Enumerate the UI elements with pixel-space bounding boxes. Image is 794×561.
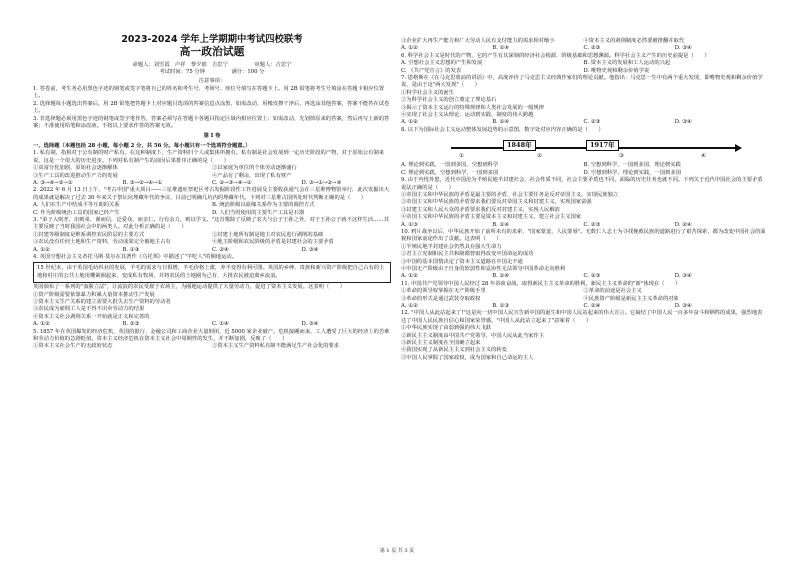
option: ②资本主义生产资料私有制不能满足生产社会化的要求: [212, 343, 340, 350]
right-column: [401, 38, 766, 362]
option: ⑤中国人民掌握了国家政权，成为国家和自己命运的主人: [401, 354, 534, 361]
timeline-arrow-icon: [735, 144, 742, 152]
option: ③中国的基本国情决定了资本主义道路在中国走不通: [401, 258, 523, 265]
question-10-stem: 10. 鸦片战争以后，中华民族开始了前所未有的求索，"国家蒙羞，人民蒙辱"。无数仁人志士为寻找挽救民族的道路进行了艰苦探索，都为改变中国社会的面貌和国家前途作出了贡献。这表明（ ）: [401, 228, 766, 243]
choice: C. ②③: [583, 45, 601, 52]
option: ①革命的领导权掌握在无产阶级手里: [401, 288, 486, 295]
question-4-stem: 4. 英国空想社会主义者托马斯·莫尔在其著作《乌托邦》中描述了"羊吃人"的圈地运动。: [33, 253, 237, 260]
choice: D. ③④: [301, 321, 319, 328]
question-9-stem: 9. 由于内忧外患，近代中国沦为半殖民地半封建社会，社会性质不同，社会主要矛盾也不同，面临的历史任务也就不同。下列关于近代中国社会的主要矛盾说法正确的是（ ）: [401, 177, 763, 191]
option: ③革命的形式是通过武装夺取政权: [401, 295, 481, 302]
question-5-options: [33, 343, 391, 350]
option: ②以家庭为单位的个体劳动逐渐盛行: [212, 165, 297, 172]
notice-item: 3. 非选择题必须用黑色字迹的钢笔或签字笔作答，答案必须写在答题卡各题目指定区域内相应位置上；如需改动，先划掉原来的答案，然后再写上新的答案；不准使用铅笔和涂改液。不按以上要求作答的答案无效。: [33, 115, 390, 130]
choice: A. ③→④→②→①: [33, 179, 73, 186]
exam-title: 2023-2024 学年上学期期中考试四校联考: [121, 34, 303, 45]
question-6-options: [401, 60, 766, 75]
option: C. 作为阶级统治工具的国家已经产生: [33, 209, 120, 216]
choice: B. ①④: [492, 221, 510, 228]
option: ②为科学社会主义的创立奠定了理论基石: [401, 97, 497, 104]
question-4-choices: [33, 321, 391, 328]
option: ②封建土地所有制是地主对农民进行剥削的基础: [212, 231, 324, 238]
option: ④我国实现了从新民主主义到社会主义的转变: [401, 347, 507, 354]
question-12-stem: 12. "中国人从此站起来了!"这是向一切中国人民宣告新中国的诞生和中国人民站起来的伟大宣言。它凝结了中国人民一百多年奋斗和牺牲的成果，强烈地表达了中国人民民族自信心和国家荣誉感。"中国人从此站立起来了"意味着（ ）: [401, 310, 763, 324]
choice: D. ②④: [674, 221, 692, 228]
choice: B. ①④: [492, 45, 510, 52]
option: ①贫富分化加剧，原始社会逐渐解体: [33, 165, 118, 172]
question-8-stem: 8. 以下为国际社会主义运动整体发展趋势的示意图，数字处对应内容正确的是（ ）: [401, 126, 604, 133]
option: ③封建主义和人民大众的矛盾要求我们反对封建主义，实现人民解放: [401, 206, 560, 213]
question-12-options: [401, 325, 766, 362]
option: ②新民主主义制度由中国共产党领导，中国人民从此当家作主: [401, 332, 545, 339]
choice: A. ①③: [401, 221, 418, 228]
choice: A. ①②: [33, 246, 50, 253]
timeline-year-1848: 1848年: [503, 140, 536, 151]
option: ①科学社会主义的诞生: [401, 89, 454, 96]
option: ②君主立宪制和民主共和制都曾取得改变中国命运的成功: [401, 251, 534, 258]
question-4-stem-continued: 英国颁布了一系列的"血腥立法"，让流浪的农民受雇于农场主，为圈地运动提供了大量劳动力，促进了资本主义发展。这表明（ ）: [33, 284, 346, 291]
timeline-label: ④: [701, 153, 706, 160]
timeline-diagram: [401, 135, 766, 161]
volume-title: 第 Ⅰ 卷: [203, 133, 221, 140]
timeline-year-1917: 1917年: [586, 140, 619, 151]
question-9-choices: [401, 222, 766, 229]
exam-subtitle: 高一政治试题: [179, 45, 245, 59]
option: ③揭示了资本主义运行的特殊规律和人类社会发展的一般规律: [401, 104, 545, 111]
option: C. 理论到实践，空想到科学，一国到多国: [401, 169, 499, 176]
choice: C. ②③: [583, 221, 601, 228]
option: ①帝国主义和中华民族的矛盾是最主要的矛盾，社会主要任务是反对帝国主义，实现民族独立: [401, 191, 619, 198]
choice: D. ③→①→②→④: [301, 179, 342, 186]
timeline-label: ①: [459, 153, 464, 160]
choice: A. ①②: [33, 321, 50, 328]
option: A. 空想社会主义思想的产生和发展: [401, 60, 483, 67]
option: ③农民没有任何土地和生产资料，劳动成果完全被地主占有: [33, 239, 171, 246]
choice: C. ②④: [212, 246, 229, 253]
question-7-options: [401, 90, 766, 120]
choice: D. ③④: [674, 45, 692, 52]
choice: D. ③④: [674, 273, 692, 280]
question-4-quote-box: 15 世纪末，由于英国毛纺织业的发展，羊毛的需求与日俱增，羊毛价格上涨，养羊变得有利可图。英国的乡绅、贵族和新兴资产阶级把自己占有的土地和村庄的公共土地用栅篱圈起来，变成私有牧场，并将农民的土地圈为己有，大批农民被迫离乡流浪。: [33, 262, 391, 283]
question-5-stem: 5. 1857 年在英国爆发的经济危机，英国的银行、金融公司和工商企业大量倒闭，近 5000 家企业破产。危机接踵而来，工人遭受了巨大的经济上的苦难和劳动力价值的急剧贬值。资本主义经济危机在资本主义社会中周期性的发生，并不断加剧，反映了（ ）: [33, 328, 390, 343]
option: D. 唯物史观和剩余价值学说: [583, 67, 650, 74]
question-7-choices: [401, 119, 766, 126]
question-5-options-continued: [401, 38, 766, 45]
section-heading: 一、选择题（本题包括 28 小题，每小题 2 分，共 56 分。每小题只有一个选项符合题意。）: [33, 142, 251, 149]
choice: A. ①②: [401, 119, 418, 126]
option: ③生产工具的改进推动生产力的发展: [33, 172, 118, 179]
question-1-options: [33, 165, 391, 180]
option: B. 空想到科学，一国到多国，理论到实践: [583, 162, 681, 169]
question-9-options: [401, 192, 766, 222]
choice: C. ②→③→④→①: [212, 179, 252, 186]
question-5-choices: [401, 45, 766, 52]
choice: D. ③④: [301, 246, 319, 253]
question-11-stem: 11. 中国共产党领导中国人民经过 28 年浴血奋战，取得新民主主义革命的胜利，新民主主义革命的"新"体现在（ ）: [401, 280, 681, 287]
option: ②帝国主义和中华民族的矛盾要求我们要反对帝国主义和封建主义，实现国家富强: [401, 199, 592, 206]
option: ②资本主义生产关系的建立需要大批失去生产资料的劳动者: [33, 299, 171, 305]
option: ④帝国主义和中华民族的矛盾主要是资本主义和封建主义，建立社会主义国家: [401, 214, 582, 221]
option: ③企业扩大再生产能力和广大劳动人民有支付能力的需求相对缩小: [401, 38, 555, 44]
option: ④产品有了剩余，出现了私有财产: [212, 172, 292, 179]
choice: C. ②③: [583, 119, 601, 126]
option: ①中华民族实现了由弱到强的伟大飞跃: [401, 325, 492, 332]
choice: D. ③④: [674, 119, 692, 126]
choice: B. ①③: [492, 303, 510, 309]
option: ④地主阶级和农民阶级的矛盾是封建社会的主要矛盾: [212, 239, 334, 246]
question-1-stem: 1. 私有制，指相对于公有制的财产私有。在这种制度下，生产资料归个人或集体所拥有。私有制是社会发展到一定历史阶段的产物，对于原始公有制来说，这是一个很大的历史进步。下列对私有制产生的前因后果排序正确的是（ ）: [33, 150, 385, 164]
option: ①资产阶级需要依靠暴力积累大量资本推动生产发展: [33, 291, 155, 298]
option: ④实现了社会主义从理论、运动到实践、制度的伟大跨越: [401, 112, 534, 119]
option: ④中国无产阶级由于自身的软弱性和妥协性无法领导中国革命走向胜利: [401, 265, 566, 272]
exam-authors: 命题人：刘雪霞 卢祥 黎夕娟 吉思宁 审题人：吉思宁: [132, 61, 292, 68]
question-4-options: [33, 292, 391, 322]
option: A. 理论到实践，一国到多国，空想到科学: [401, 162, 499, 169]
choice: B. ③→②→④→①: [122, 179, 163, 186]
question-2-options: [33, 202, 391, 217]
option: ④民族资产阶级是新民主主义革命的对象: [583, 295, 679, 302]
option: C. 《共产党宣言》的发表: [401, 67, 462, 74]
option: D. 空想到科学，理论到实践，一国到多国: [583, 169, 681, 176]
left-column: [33, 36, 391, 351]
timeline-label: ③: [619, 153, 624, 160]
option: ④资本主义的剥削制度必然要被推翻并取代: [583, 38, 685, 44]
choice: C. ②④: [583, 303, 601, 309]
exam-time: 考试时间：75 分钟 满分：100 分: [159, 69, 265, 76]
choice: D. ③④: [674, 303, 692, 309]
choice: A. ①②: [401, 45, 418, 52]
option: D. 人们当时使用的主要生产工具是石器: [212, 209, 305, 216]
question-8-options: [401, 162, 766, 177]
question-6-stem: 6. 科学社会主义是时代的产物，它的产生有其深刻的经济社会根源、阶级基础和思想渊源。科学社会主义产生的历史前提是（ ）: [401, 52, 710, 59]
question-3-choices: [33, 247, 391, 254]
option: B. 统治阶级以血缘关系作为主要的调控方式: [212, 202, 315, 209]
question-3-options: [33, 232, 391, 247]
question-7-stem: 7. 恩格斯在《在马克思墓前的讲话》中，高度评价了马克思主义经典作家们的理论贡献。他指出：马克思一生中有两个重大发现，即唯物史观和剩余价值学说，是由于这"两大发现"（ ）: [401, 75, 763, 89]
choice: C. ①④: [212, 321, 229, 328]
choice: B. ①④: [492, 273, 510, 280]
page-footer: 第 1 页 共 3 页: [379, 548, 415, 554]
timeline-label: ②: [537, 153, 542, 160]
choice: C. ②③: [583, 273, 601, 280]
option: ④资本主义社会剥削关系一开始就是正义和完善的: [33, 313, 150, 320]
question-10-options: [401, 244, 766, 274]
choice: B. ②③: [122, 321, 140, 328]
choice: B. ①④: [492, 119, 510, 126]
question-2-stem: 2. 2022 年 6 月 13 日上午，"考古中国"重大项目——三星堆遗址祭祀区考古发掘阶段性工作进展及主要收获通气会在三星堆博物馆举行，此次发掘出大的成果就是解决了过去 30 年来关于祭坛坑埋藏年代的争议，目前已明确几坑内的埋藏年代。下列对三星堆古国所处时代判断正确的是（ ）: [33, 187, 390, 201]
choice: A. ①②: [401, 303, 418, 309]
choice: B. ①③: [122, 246, 140, 253]
notice-item: 2. 选择题每小题选出答案后，用 2B 铅笔把答题卡上对应题目选项的答案信息点涂黑，如需改动，用橡皮擦干净后，再选涂其他答案，答案不能答在试卷上。: [33, 100, 390, 115]
option: ①资本主义社会生产的无政府状态: [33, 343, 113, 350]
question-11-options: [401, 288, 766, 303]
choice: A. ①②: [401, 273, 418, 280]
option: ①半殖民地半封建社会仍然具有强大生命力: [401, 243, 502, 250]
notice-item: 1. 答卷前，考生务必用黑色字迹的钢笔或签字笔将自己的姓名和考生号、考场号、座位号填写在答题卡上。用 2B 铅笔将考生号填涂在答题卡相应位置上。: [33, 86, 385, 100]
option: A. 人们在生产中结成平等互助的关系: [33, 202, 120, 209]
option: ③新民主主义制度在全国确立起来: [401, 340, 481, 347]
option: ②革命的前途是社会主义: [583, 288, 642, 295]
option: B. 资本主义的发展和工人运动的兴起: [583, 60, 671, 67]
question-10-choices: [401, 273, 766, 280]
question-3-stem: 3. "弟子入则孝，出则弟，谨而信，泛爱众，而亲仁。行有余力，则以学文。"这首歌除了反映了农夫与公子王孙之外，对于王孙公子就不这样生活……其主要反映了当时我国社会中的两类人。对此分析正确的是（ ）: [33, 216, 389, 231]
notice-title: 注意事项：: [198, 77, 226, 84]
option: ①封建等级制度是维系调控农民阶层的主要方式: [33, 231, 145, 238]
option: ③农民成为雇佣工人是不得不出卖劳动力的结果: [33, 306, 145, 313]
